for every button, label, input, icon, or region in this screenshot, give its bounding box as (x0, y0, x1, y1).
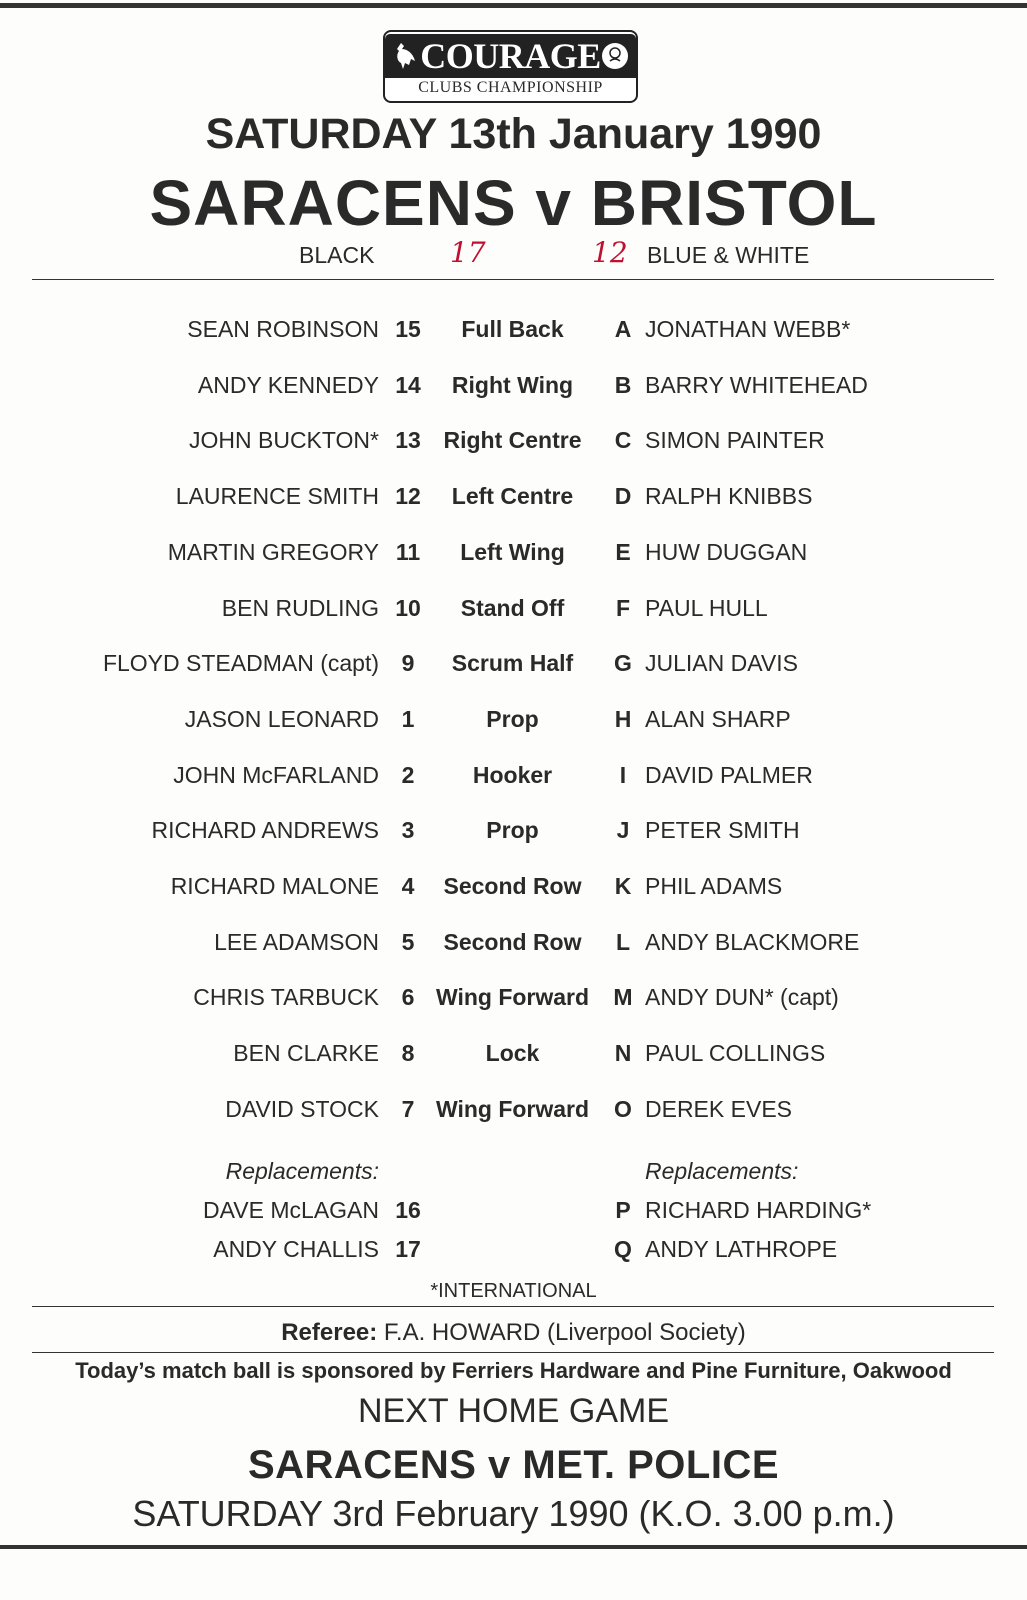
home-player-name: JOHN BUCKTON* (189, 427, 379, 454)
home-player-number: 11 (395, 538, 421, 565)
away-player-name: HUW DUGGAN (645, 538, 808, 565)
away-player-name: DEREK EVES (645, 1095, 792, 1122)
home-player-name: FLOYD STEADMAN (capt) (102, 650, 379, 677)
bottom-border (0, 1545, 1027, 1549)
home-replacement-name: DAVE McLAGAN (203, 1197, 379, 1223)
home-colours: BLACK (299, 242, 375, 268)
home-player-name: BEN RUDLING (221, 594, 379, 621)
away-player-name: DAVID PALMER (645, 761, 813, 788)
away-player-letter: O (614, 1095, 632, 1122)
match-title: SARACENS v BRISTOL (149, 167, 878, 239)
home-player-number: 3 (401, 817, 415, 844)
position-name: Second Row (443, 928, 582, 955)
home-player-number: 15 (395, 316, 421, 342)
lineup-row (0, 706, 1027, 746)
home-player-number: 5 (401, 928, 415, 955)
lineup-row (0, 650, 1027, 690)
top-border (0, 3, 1027, 8)
away-player-letter: M (613, 984, 633, 1011)
away-player-letter: E (615, 538, 631, 565)
position-name: Full Back (461, 316, 564, 342)
away-player-letter: I (619, 761, 627, 788)
home-replacement-number: 17 (395, 1236, 421, 1262)
away-score: 12 (592, 236, 628, 269)
position-name: Left Centre (451, 483, 574, 510)
away-player-letter: F (615, 594, 631, 621)
away-player-letter: C (614, 427, 632, 454)
home-player-name: ANDY KENNEDY (197, 371, 379, 398)
logo-brand: COURAGE (420, 36, 601, 76)
home-player-name: JOHN McFARLAND (173, 761, 379, 788)
home-player-name: LEE ADAMSON (214, 928, 379, 955)
home-score: 17 (450, 236, 486, 269)
lineup-row (0, 372, 1027, 412)
courage-logo (383, 30, 638, 103)
replacement-row (0, 1236, 1027, 1276)
position-name: Right Centre (443, 427, 582, 454)
referee-label: Referee: (281, 1319, 378, 1346)
home-replacement-name: ANDY CHALLIS (213, 1236, 379, 1262)
home-player-number: 2 (401, 761, 415, 788)
position-name: Wing Forward (435, 1095, 590, 1122)
position-name: Prop (486, 705, 539, 732)
next-match-date: SATURDAY 3rd February 1990 (K.O. 3.00 p.m.) (132, 1493, 895, 1534)
home-player-number: 13 (395, 427, 421, 454)
international-footnote: *INTERNATIONAL (430, 1280, 597, 1302)
home-player-name: LAURENCE SMITH (175, 483, 379, 510)
logo-subtitle: CLUBS CHAMPIONSHIP (418, 79, 603, 96)
away-player-name: ANDY DUN* (capt) (645, 984, 839, 1011)
home-player-number: 8 (401, 1040, 415, 1067)
position-name: Left Wing (460, 538, 565, 565)
away-player-name: SIMON PAINTER (645, 427, 825, 454)
home-player-name: MARTIN GREGORY (167, 538, 379, 565)
away-player-letter: J (616, 817, 630, 844)
divider-referee (32, 1352, 994, 1353)
lineup-row (0, 929, 1027, 969)
away-player-name: PAUL COLLINGS (645, 1040, 826, 1067)
home-player-number: 1 (401, 705, 415, 732)
divider-footnote (32, 1306, 994, 1307)
referee-line (0, 1319, 1027, 1347)
home-player-name: DAVID STOCK (225, 1095, 379, 1122)
away-replacement-name: RICHARD HARDING* (645, 1197, 872, 1223)
away-player-name: PAUL HULL (645, 594, 768, 621)
home-player-number: 14 (395, 371, 421, 398)
home-player-number: 7 (401, 1095, 415, 1122)
position-name: Stand Off (460, 594, 565, 621)
home-player-name: BEN CLARKE (233, 1040, 379, 1067)
home-player-name: JASON LEONARD (184, 705, 379, 732)
away-replacement-letter: Q (614, 1236, 632, 1262)
away-player-letter: A (614, 316, 632, 342)
away-player-name: PHIL ADAMS (645, 873, 783, 899)
away-player-letter: L (615, 928, 631, 955)
away-player-name: RALPH KNIBBS (645, 483, 813, 510)
lineup-row (0, 316, 1027, 356)
away-replacement-name: ANDY LATHROPE (645, 1236, 838, 1262)
sponsor-text: Today’s match ball is sponsored by Ferriers Hardware and Pine Furniture, Oakwood (75, 1358, 952, 1383)
home-player-name: RICHARD ANDREWS (151, 817, 379, 844)
away-player-letter: B (614, 371, 632, 398)
away-player-name: ALAN SHARP (645, 705, 791, 732)
home-player-number: 10 (395, 594, 421, 621)
next-match-title: SARACENS v MET. POLICE (247, 1443, 780, 1487)
away-player-name: JULIAN DAVIS (645, 650, 798, 677)
home-player-name: RICHARD MALONE (170, 873, 379, 899)
lineup-row (0, 483, 1027, 523)
lineup-row (0, 595, 1027, 635)
away-player-letter: D (614, 483, 632, 510)
away-player-name: BARRY WHITEHEAD (645, 371, 868, 398)
lineup-row (0, 873, 1027, 913)
logo-banner (385, 34, 636, 78)
away-player-letter: H (614, 705, 632, 732)
lineup-row (0, 427, 1027, 467)
away-player-letter: N (614, 1040, 632, 1067)
next-home-game-label: NEXT HOME GAME (357, 1392, 670, 1430)
away-player-name: ANDY BLACKMORE (645, 928, 860, 955)
lineup-row (0, 762, 1027, 802)
away-colours: BLUE & WHITE (647, 242, 810, 268)
away-player-name: JONATHAN WEBB* (645, 316, 851, 342)
position-name: Second Row (443, 873, 582, 899)
replacement-row (0, 1197, 1027, 1237)
position-name: Lock (485, 1040, 540, 1067)
lineup-row (0, 1040, 1027, 1080)
position-name: Right Wing (451, 371, 574, 398)
lineup-row (0, 1096, 1027, 1136)
lineup-row (0, 984, 1027, 1024)
rose-icon (600, 41, 630, 71)
away-replacement-letter: P (615, 1197, 631, 1223)
position-name: Hooker (472, 761, 553, 788)
away-player-letter: G (614, 650, 632, 677)
home-player-name: SEAN ROBINSON (187, 316, 379, 342)
home-player-number: 12 (395, 483, 421, 510)
home-player-number: 4 (401, 873, 415, 899)
away-player-letter: K (614, 873, 632, 899)
home-player-number: 6 (401, 984, 415, 1011)
position-name: Prop (486, 817, 539, 844)
away-player-name: PETER SMITH (645, 817, 800, 844)
home-player-number: 9 (401, 650, 415, 677)
home-replacements-label: Replacements: (225, 1158, 379, 1184)
away-replacements-label: Replacements: (645, 1158, 799, 1184)
home-replacement-number: 16 (395, 1197, 421, 1223)
lineup-row (0, 817, 1027, 857)
referee-name: F.A. HOWARD (Liverpool Society) (383, 1319, 746, 1346)
home-player-name: CHRIS TARBUCK (193, 984, 379, 1011)
position-name: Wing Forward (435, 984, 590, 1011)
divider-header (32, 279, 994, 280)
match-date: SATURDAY 13th January 1990 (205, 110, 822, 158)
position-name: Scrum Half (451, 650, 574, 677)
cockerel-icon (393, 41, 419, 71)
lineup-row (0, 539, 1027, 579)
